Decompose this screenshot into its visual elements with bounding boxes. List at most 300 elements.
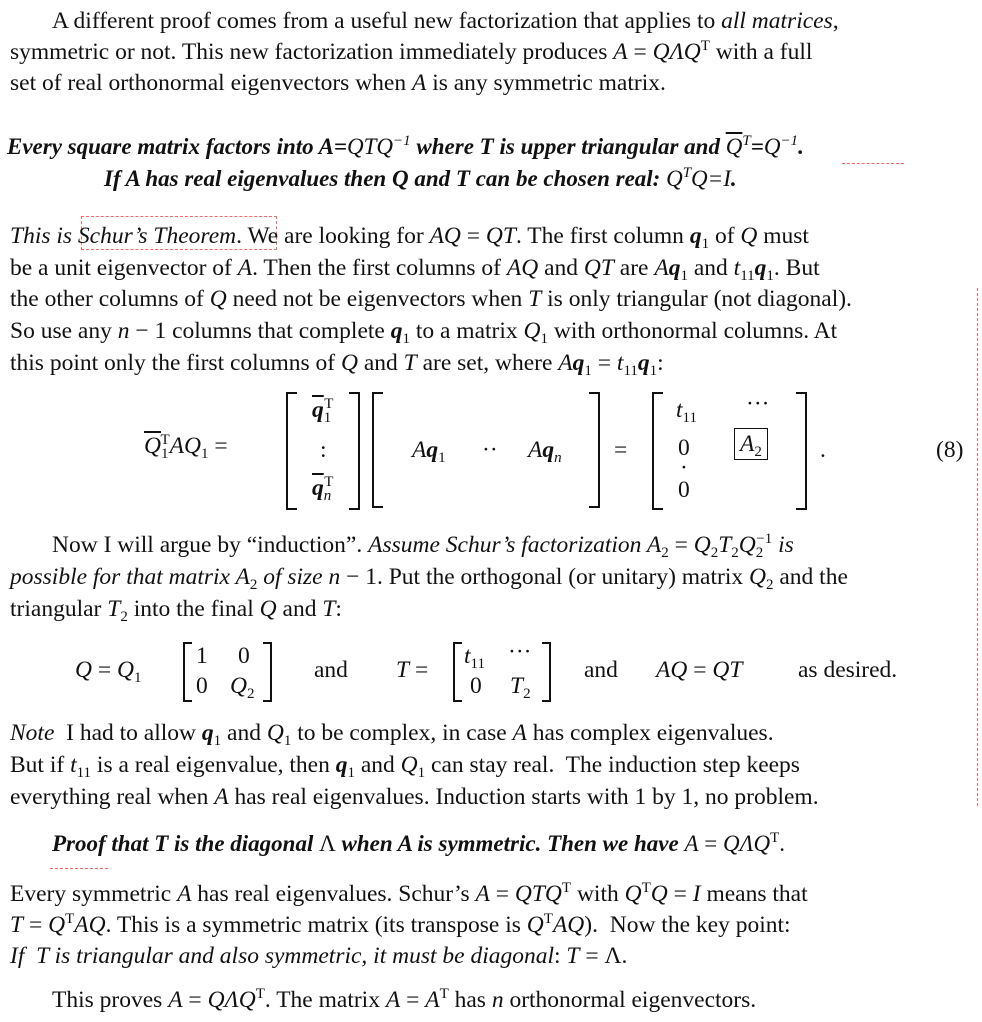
text: ). Now the key point: (584, 912, 791, 938)
math: q (542, 437, 555, 463)
math: Q (340, 350, 358, 376)
text: = (400, 987, 426, 1013)
sub: 1 (133, 670, 142, 686)
text: symmetric or not. This new factorization immediately produces (10, 39, 614, 65)
text: and (354, 752, 401, 778)
left-bracket (183, 642, 192, 702)
math: T (10, 912, 24, 938)
sub: 11 (740, 268, 755, 284)
math: A (411, 70, 427, 96)
sup: T (324, 474, 334, 490)
math: Q (48, 912, 66, 938)
sup: T (770, 830, 780, 846)
math: T (107, 596, 121, 622)
text: A different proof comes from a useful new factorization that applies to (52, 8, 722, 34)
proof-line-1 (10, 879, 808, 909)
tm-c: 0 (470, 673, 482, 699)
math: Q (691, 166, 708, 191)
math: n (328, 564, 341, 590)
math: n (491, 987, 504, 1013)
text: set of real orthonormal eigenvectors when (10, 70, 412, 96)
text: = (707, 166, 724, 191)
sup: T (255, 986, 265, 1002)
text: : (335, 596, 342, 622)
math: A (385, 987, 401, 1013)
tm-b: ··· (508, 639, 532, 665)
math: T (718, 532, 732, 558)
math: q (426, 437, 439, 463)
text: is a real eigenvalue, then (91, 752, 336, 778)
math: Q (693, 532, 711, 558)
m1-bot (312, 474, 333, 502)
math: Q (209, 286, 227, 312)
text: = (579, 943, 605, 969)
text: = (208, 433, 228, 459)
sup: T (324, 396, 334, 412)
left-bracket (286, 392, 297, 510)
sub: 1 (200, 446, 209, 462)
math: QΛQ (652, 39, 701, 65)
annotation-margin-line (977, 288, 978, 806)
math: Q (666, 166, 683, 191)
math: A (318, 134, 334, 159)
text: . But (773, 255, 820, 281)
text: = (182, 987, 208, 1013)
math: T (528, 286, 542, 312)
sub: 1 (649, 363, 658, 379)
text: So use any (10, 318, 118, 344)
math: Q (75, 657, 92, 683)
and-2: and (584, 657, 618, 683)
text: and (538, 255, 584, 281)
schur-line-5 (10, 348, 664, 378)
sub: 1 (417, 765, 426, 781)
left-bracket (652, 392, 663, 510)
sub: 2 (249, 577, 258, 593)
eq8-period: . (820, 437, 826, 463)
math: Q (400, 752, 418, 778)
math: q (201, 720, 214, 746)
text: when (335, 831, 398, 856)
m2-col1 (412, 436, 446, 464)
text: the other columns of (10, 286, 210, 312)
math: q (689, 223, 702, 249)
m1-mid: : (320, 437, 327, 463)
math: T (510, 673, 524, 699)
text: has complex eigenvalues. (526, 720, 774, 746)
math: $\overline{q}$ (312, 397, 324, 423)
right-bracket (263, 642, 272, 702)
math: AQ (552, 912, 585, 938)
math: A (235, 564, 250, 590)
text: with (571, 881, 625, 907)
math: q (572, 350, 585, 376)
math: A (125, 166, 140, 191)
text: is symmetric. Then we have (411, 831, 685, 856)
text: = (489, 881, 515, 907)
schur-line-2 (10, 253, 820, 283)
sub: n (554, 450, 562, 466)
sub: 1 (766, 268, 774, 284)
text: means that (700, 881, 808, 907)
math: q (335, 752, 348, 778)
math: Q (749, 564, 766, 590)
sub: 1 (680, 268, 688, 284)
induction-line-1 (52, 530, 794, 560)
m3-zero-2: 0 (678, 477, 690, 503)
text: to be complex, in case (291, 720, 513, 746)
text: . Put the orthogonal (or unitary) matrix (376, 564, 749, 590)
math: T (566, 943, 580, 969)
sub: 1 (323, 410, 332, 426)
m2-col2 (528, 436, 562, 464)
text: where (410, 134, 480, 159)
text: with a full (709, 39, 813, 65)
math: A (475, 881, 490, 907)
math: q (668, 255, 681, 281)
tm-a (464, 642, 485, 670)
sub: 2 (765, 577, 774, 593)
math: T (455, 166, 470, 191)
text: : (554, 943, 567, 969)
math: QTQ (347, 134, 394, 159)
sub: 1 (701, 236, 710, 252)
text: and (357, 350, 404, 376)
text: Assume Schur’s factorization (368, 532, 647, 558)
sub: 2 (755, 545, 764, 561)
t-lhs (396, 656, 428, 684)
schur-line-4 (10, 316, 837, 346)
right-bracket (349, 392, 360, 510)
text: Every square matrix factors into (7, 134, 319, 159)
text: with orthonormal columns. At (548, 318, 838, 344)
and-1: and (314, 657, 348, 683)
math: A (425, 987, 440, 1013)
text: has real eigenvalues. Induction starts with 1 by 1, no problem. (228, 784, 819, 810)
text: are set, where (416, 350, 559, 376)
q-lhs (75, 656, 141, 684)
text: triangular (10, 596, 108, 622)
sub: n (323, 488, 332, 504)
text: If T is triangular and also symmetric, it must be diagonal (10, 943, 554, 969)
text: = (667, 881, 693, 907)
induction-line-2 (10, 562, 848, 592)
theorem-line-1 (7, 132, 804, 162)
theorem-name: Schur’s Theorem (77, 223, 237, 249)
text: . (798, 134, 804, 159)
text: need not be eigenvectors when (226, 286, 529, 312)
theorem-line-2 (104, 164, 737, 194)
text: everything real when (10, 784, 215, 810)
text: is the diagonal (168, 831, 320, 856)
right-bracket (589, 392, 600, 508)
text: . We are looking for (236, 223, 430, 249)
math: Λ (319, 831, 336, 856)
math: T (479, 134, 494, 159)
text: − 1 (340, 564, 377, 590)
text: . Then the first columns of (252, 255, 507, 281)
right-bracket (796, 392, 807, 510)
math: AQ (506, 255, 539, 281)
math: QT (583, 255, 614, 281)
tm-d (510, 672, 531, 700)
m3-dots: ··· (746, 391, 770, 417)
sup: −1 (780, 133, 799, 149)
math: t (616, 350, 624, 376)
math: q (637, 350, 650, 376)
sub: 2 (120, 609, 128, 625)
math: Q (117, 657, 134, 683)
m3-vdot: · (680, 455, 688, 481)
sup: T (641, 880, 651, 896)
schur-line-3 (10, 284, 852, 314)
text: − 1 columns that complete (129, 318, 391, 344)
text: . (621, 943, 628, 969)
math: A (412, 437, 427, 463)
text: can stay real. The induction step keeps (425, 752, 800, 778)
math: Q (650, 881, 668, 907)
math: Q (738, 532, 756, 558)
sub: 2 (246, 686, 255, 702)
note-line-1 (10, 718, 774, 748)
math: q (754, 255, 767, 281)
math: $\overline{Q}$ (725, 134, 743, 159)
text: must (757, 223, 809, 249)
text: . The first column (515, 223, 690, 249)
text: Now I will argue by “induction”. (52, 532, 369, 558)
text: of size (257, 564, 329, 590)
sub: 2 (710, 545, 719, 561)
text: = (460, 223, 486, 249)
text: Every symmetric (10, 881, 178, 907)
qm-d (230, 672, 254, 700)
text: are (613, 255, 655, 281)
math: Q (266, 720, 284, 746)
sup: T (742, 133, 751, 149)
m3-zero-1: 0 (678, 435, 690, 461)
text: This is (10, 223, 78, 249)
sub: 1 (283, 733, 292, 749)
sup: T (65, 911, 75, 927)
text: is (772, 532, 794, 558)
m1-top (312, 396, 333, 424)
math: A (237, 255, 253, 281)
sup: T (160, 432, 170, 448)
math: AQ (656, 657, 688, 683)
annotation-underline (842, 163, 904, 164)
text: of (709, 223, 741, 249)
text: Proof that (52, 831, 155, 856)
text: possible for that matrix (10, 564, 236, 590)
math: Q (624, 881, 642, 907)
left-bracket (453, 642, 462, 702)
proof-line-2 (10, 910, 791, 940)
math: t (464, 643, 471, 669)
text: . (730, 166, 737, 191)
left-bracket (372, 392, 383, 508)
sub: 11 (76, 765, 92, 781)
math: A (214, 784, 229, 810)
math: T (154, 831, 169, 856)
right-bracket (542, 642, 551, 702)
math: I (692, 881, 701, 907)
text: this point only the first columns of (10, 350, 341, 376)
math: Q (259, 596, 277, 622)
text: has real eigenvalues then (139, 166, 392, 191)
text: has (448, 987, 492, 1013)
math: A (684, 831, 699, 856)
sub: 1 (540, 331, 549, 347)
text: into the final (127, 596, 260, 622)
math: QT (712, 657, 743, 683)
math: Λ (604, 943, 622, 969)
sub: 1 (347, 765, 355, 781)
sub: 1 (584, 363, 592, 379)
sup: T (682, 165, 692, 181)
equation-number: (8) (936, 437, 964, 463)
math: A (654, 255, 669, 281)
sub: 11 (470, 656, 485, 672)
math: q (390, 318, 403, 344)
text: = (591, 350, 617, 376)
text: orthonormal eigenvectors. (503, 987, 757, 1013)
math: A (528, 437, 543, 463)
math: Q (763, 134, 781, 159)
sub: 11 (623, 363, 638, 379)
math: t (733, 255, 741, 281)
math: A (646, 532, 662, 558)
annotation-underline (50, 868, 108, 869)
math: QΛQ (207, 987, 256, 1013)
math: AQ (429, 223, 461, 249)
math: T (403, 350, 417, 376)
text: = (750, 134, 764, 159)
intro-line-1 (52, 6, 839, 36)
math: QT (485, 223, 516, 249)
math: I (723, 166, 731, 191)
math: QΛQ (722, 831, 771, 856)
sup: −1 (756, 531, 773, 547)
emphasis: all matrices (721, 8, 833, 34)
note-label: Note (10, 720, 55, 746)
text: = (687, 657, 713, 683)
sub: 2 (731, 545, 739, 561)
math: AQ (74, 912, 106, 938)
text: and (687, 255, 734, 281)
note-line-3 (10, 782, 819, 812)
text: = (409, 657, 429, 683)
sub: 1 (160, 446, 169, 462)
text: and (408, 166, 456, 191)
text: = (23, 912, 49, 938)
text: has real eigenvalues. Schur’s (191, 881, 476, 907)
sub: 2 (754, 444, 762, 460)
qm-a: 1 (196, 643, 208, 669)
qm-b: 0 (238, 643, 250, 669)
qm-c: 0 (196, 673, 208, 699)
text: is upper triangular and (493, 134, 726, 159)
sub: 2 (661, 545, 669, 561)
sub: 1 (213, 733, 222, 749)
math: T (396, 657, 410, 683)
text: and the (773, 564, 848, 590)
math: t (70, 752, 77, 778)
text: and (276, 596, 323, 622)
conclusion-line (52, 985, 756, 1015)
text: = (333, 134, 348, 159)
text: to a matrix (409, 318, 524, 344)
text: If (104, 166, 126, 191)
text: . The matrix (264, 987, 386, 1013)
math: A (168, 987, 183, 1013)
math: A (740, 431, 755, 457)
math: A (397, 831, 412, 856)
sup: T (561, 880, 572, 896)
text: This proves (52, 987, 169, 1013)
text: is only triangular (not diagonal). (541, 286, 852, 312)
aq-equals-qt (656, 656, 742, 684)
math: A (558, 350, 573, 376)
text: . This is a symmetric matrix (its transpose is (105, 912, 527, 938)
intro-line-3 (10, 68, 666, 98)
text: I had to allow (54, 720, 202, 746)
sup: T (543, 911, 553, 927)
text: can be chosen real: (469, 166, 667, 191)
math: T (322, 596, 336, 622)
note-line-2 (10, 750, 800, 780)
math: $\overline{q}$ (312, 475, 324, 501)
math: QTQ (514, 881, 562, 907)
math: Q (740, 223, 758, 249)
math: Q (526, 912, 544, 938)
sup: T (439, 986, 449, 1002)
math: t (676, 397, 683, 423)
sub: 11 (682, 410, 697, 426)
sup: T (700, 38, 710, 54)
math: n (117, 318, 130, 344)
text: = (668, 532, 694, 558)
text: be a unit eigenvector of (10, 255, 238, 281)
eq8-lhs (144, 432, 228, 460)
eq8-equals: = (614, 437, 628, 463)
sub: 1 (402, 331, 410, 347)
math: Q (230, 673, 247, 699)
sup: −1 (393, 133, 411, 149)
sub: 1 (438, 450, 446, 466)
schur-line-1 (10, 221, 809, 251)
math: Q (523, 318, 541, 344)
proof-heading (52, 829, 785, 859)
text: But if (10, 752, 71, 778)
as-desired: as desired. (798, 657, 898, 683)
math: AQ (169, 433, 201, 459)
math: A (177, 881, 192, 907)
induction-line-3 (10, 594, 342, 624)
math: A (613, 39, 628, 65)
text: = (91, 657, 117, 683)
m3-t11 (676, 396, 697, 424)
proof-line-3 (10, 941, 627, 971)
m2-dots: ·· (482, 437, 498, 463)
math: $\overline{Q}$ (144, 433, 161, 459)
math: A (512, 720, 527, 746)
text: = (627, 39, 653, 65)
text: : (657, 350, 664, 376)
m3-a2-block (734, 428, 768, 460)
text: , (832, 8, 839, 34)
text: is any symmetric matrix. (426, 70, 666, 96)
text: = (698, 831, 723, 856)
